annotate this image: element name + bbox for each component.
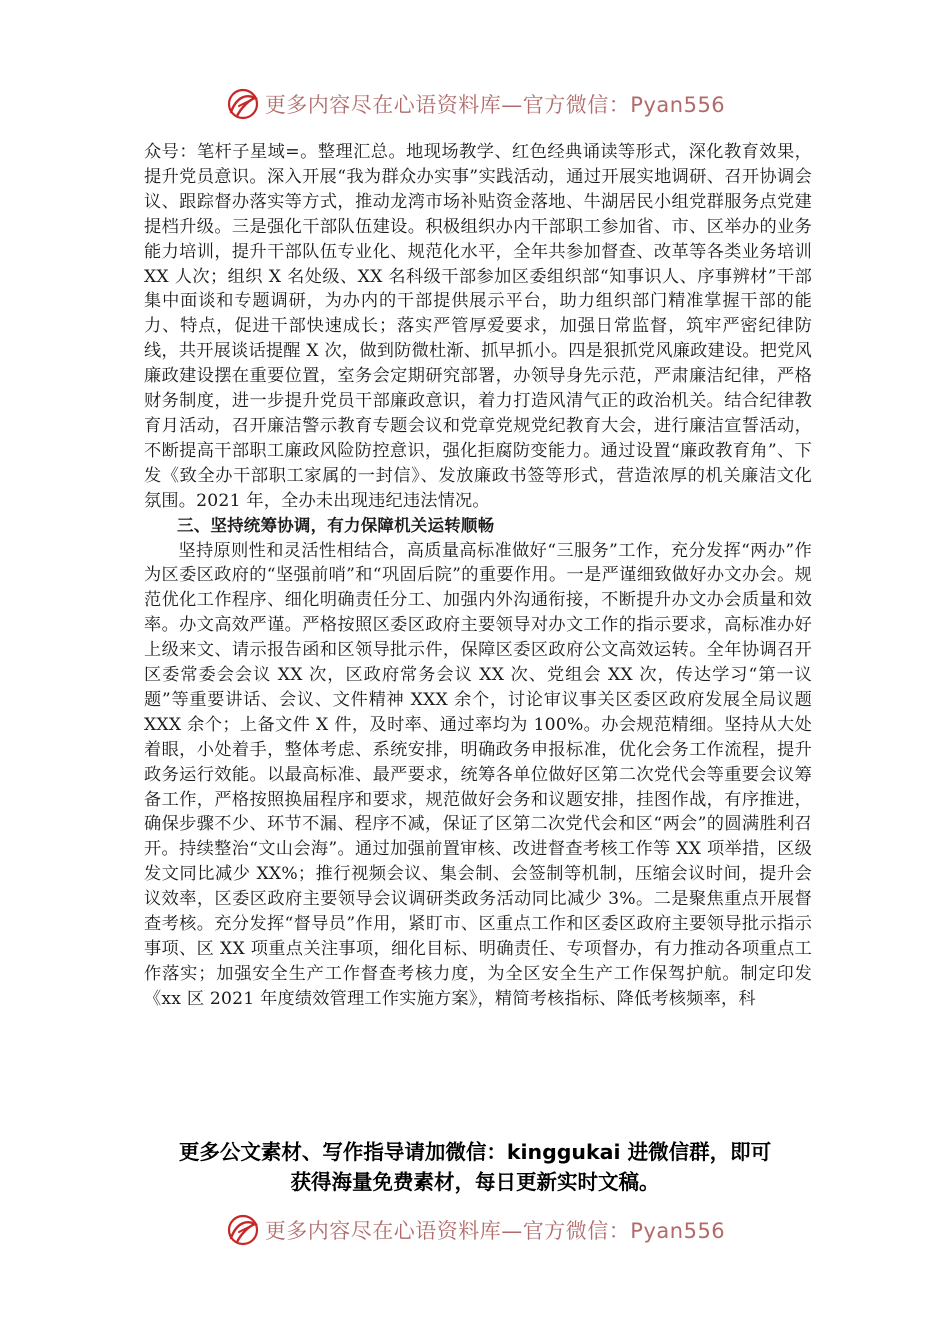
- header-watermark-text: 更多内容尽在心语资料库—官方微信：Pyan556: [264, 93, 726, 117]
- signature-logo-icon: [225, 1212, 261, 1248]
- footer-watermark-text: 更多内容尽在心语资料库—官方微信：Pyan556: [264, 1219, 726, 1243]
- promo-line-1: 更多公文素材、写作指导请加微信：kinggukai 进微信群，即可: [178, 1140, 772, 1164]
- promo-line-2: 获得海量免费素材，每日更新实时文稿。: [290, 1170, 660, 1194]
- promo-text: [120, 1137, 830, 1197]
- document-body: [144, 140, 812, 1012]
- section-heading: 三、坚持统筹协调，有力保障机关运转顺畅: [177, 515, 495, 535]
- section-paragraph: 坚持原则性和灵活性相结合，高质量高标准做好“三服务”工作，充分发挥“两办”作为区委区政府的“坚强前哨”和“巩固后院”的重要作用。一是严谨细致做好办文办会。规范优化工作程序、细化明确责任分工、加强内外沟通衔接，不断提升办文办会质量和效率。办文高效严谨。严格按照区委区政府主要领导对办文工作的指示要求，高标准办好上级来文、请示报告函和区领导批示件，保障区委区政府公文高效运转。全年协调召开区委常委会会议 XX 次，区政府常务会议 XX 次、党组会 XX 次，传达学习“第一议题”等重要讲话、会议、文件精神 XXX 余个，讨论审议事关区委区政府发展全局议题 XXX 余个；上备文件 X 件，及时率、通过率均为 100%。办会规范精细。坚持从大处着眼，小处着手，整体考虑、系统安排，明确政务申报标准，优化会务工作流程，提升政务运行效能。以最高标准、最严要求，统筹各单位做好区第二次党代会等重要会议筹备工作，严格按照换届程序和要求，规范做好会务和议题安排，挂图作战，有序推进，确保步骤不少、环节不漏、程序不减，保证了区第二次党代会和区“两会”的圆满胜利召开。持续整治“文山会海”。通过加强前置审核、改进督查考核工作等 XX 项举措，区级发文同比减少 XX%；推行视频会议、集会制、会签制等机制，压缩会议时间，提升会议效率，区委区政府主要领导会议调研类政务活动同比减少 3%。二是聚焦重点开展督查考核。充分发挥“督导员”作用，紧盯市、区重点工作和区委区政府主要领导批示指示事项、区 XX 项重点关注事项，细化目标、明确责任、专项督办，有力推动各项重点工作落实；加强安全生产工作督查考核力度，为全区安全生产工作保驾护航。制定印发《xx 区 2021 年度绩效管理工作实施方案》，精简考核指标、降低考核频率，科: [144, 540, 812, 1009]
- body-paragraph: 众号：笔杆子星域=。整理汇总。地现场教学、红色经典诵读等形式，深化教育效果，提升党员意识。深入开展“我为群众办实事”实践活动，通过开展实地调研、召开协调会议、跟踪督办落实等方式，推动龙湾市场补贴资金落地、牛湖居民小组党群服务点党建提档升级。三是强化干部队伍建设。积极组织办内干部职工参加省、市、区举办的业务能力培训，提升干部队伍专业化、规范化水平，全年共参加督查、改革等各类业务培训 XX 人次；组织 X 名处级、XX 名科级干部参加区委组织部“知事识人、序事辨材”干部集中面谈和专题调研，为办内的干部提供展示平台，助力组织部门精准掌握干部的能力、特点，促进干部快速成长；落实严管厚爱要求，加强日常监督，筑牢严密纪律防线，共开展谈话提醒 X 次，做到防微杜渐、抓早抓小。四是狠抓党风廉政建设。把党风廉政建设摆在重要位置，室务会定期研究部署，办领导身先示范，严肃廉洁纪律，严格财务制度，进一步提升党员干部廉政意识，着力打造风清气正的政治机关。结合纪律教育月活动，召开廉洁警示教育专题会议和党章党规党纪教育大会，进行廉洁宣誓活动，不断提高干部职工廉政风险防控意识，强化拒腐防变能力。通过设置“廉政教育角”、下发《致全办干部职工家属的一封信》、发放廉政书签等形式，营造浓厚的机关廉洁文化氛围。2021 年，全办未出现违纪违法情况。: [144, 142, 812, 511]
- footer-watermark-banner: [0, 1210, 950, 1250]
- signature-logo-icon: [225, 86, 261, 122]
- header-watermark-banner: [0, 84, 950, 124]
